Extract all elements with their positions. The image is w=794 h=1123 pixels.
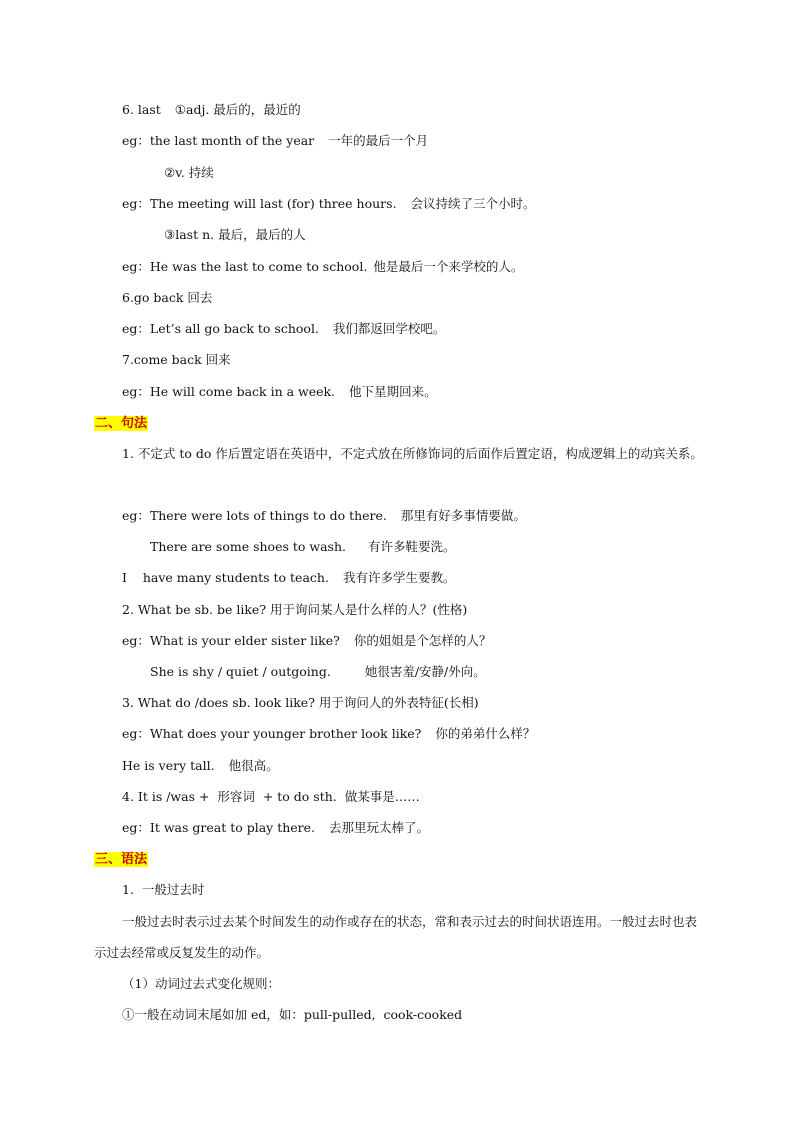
text: eg：He was the last to come to school. (122, 259, 368, 274)
line-simple-past (122, 880, 204, 900)
text: 会议持续了三个小时。 (410, 196, 536, 211)
text: eg：It was great to play there. (122, 820, 316, 835)
line-example-1 (122, 131, 428, 151)
text: 有许多鞋要洗。 (367, 539, 456, 554)
line-last-noun (164, 225, 306, 245)
text: ③last n. 最后，最后的人 (164, 227, 306, 242)
line-what-be-like (122, 600, 467, 620)
text: 1. 不定式 to do 作后置定语在英语中，不定式放在所修饰词的后面作后置定语，构成逻辑上的动宾关系。 (122, 446, 703, 461)
text: 4. It is /was + 形容词 + to do sth. 做某事是…… (122, 789, 420, 804)
text: 7.come back 回来 (122, 352, 231, 367)
text: eg：Let’s all go back to school. (122, 321, 319, 336)
text: 6. last (122, 102, 161, 117)
text: I have many students to teach. (122, 570, 329, 585)
line-example-2 (122, 194, 536, 214)
text: 你的弟弟什么样？ (435, 726, 536, 741)
line-go-back (122, 288, 212, 308)
line-rules-title (122, 974, 280, 994)
text: ①adj. 最后的，最近的 (174, 102, 301, 117)
text: eg：The meeting will last (for) three hours. (122, 196, 397, 211)
line-last-verb (164, 163, 214, 183)
line-example-9 (122, 631, 491, 651)
text: 她很害羞/安静/外向。 (364, 664, 486, 679)
line-example-6 (122, 506, 526, 526)
text: She is shy / quiet / outgoing. (150, 664, 331, 679)
line-example-5 (122, 382, 437, 402)
text: 去那里玩太棒了。 (329, 820, 430, 835)
text: 我有许多学生要教。 (342, 570, 456, 585)
text: 他是最后一个来学校的人。 (373, 259, 524, 274)
heading-text: 二、句法 (95, 416, 148, 431)
line-what-look-like (122, 693, 479, 713)
heading-text: 三、语法 (95, 852, 148, 867)
paragraph-simple-past (94, 906, 706, 968)
line-example-11 (122, 724, 535, 744)
line-last-adj (122, 100, 301, 120)
text: 你的姐姐是个怎样的人？ (353, 633, 492, 648)
text: 我们都返回学校吧。 (332, 321, 446, 336)
text: 他很高。 (228, 758, 279, 773)
text: eg：What does your younger brother look like? (122, 726, 422, 741)
text: He is very tall. (122, 758, 215, 773)
section-heading-grammar (94, 849, 148, 869)
line-example-7 (150, 537, 456, 557)
line-rule-1 (122, 1005, 462, 1025)
line-example-8 (122, 568, 455, 588)
text: eg：What is your elder sister like? (122, 633, 340, 648)
text: ①一般在动词末尾如加 ed，如：pull-pulled, cook-cooked (122, 1007, 463, 1022)
section-heading-syntax (94, 413, 148, 433)
paragraph-infinitive (94, 438, 706, 500)
text: 3. What do /does sb. look like? 用于询问人的外表特征(长相) (122, 695, 479, 710)
line-example-3 (122, 257, 523, 277)
text: 6.go back 回去 (122, 290, 213, 305)
line-example-4 (122, 319, 445, 339)
text: eg：the last month of the year (122, 133, 315, 148)
text: 一般过去时表示过去某个时间发生的动作或存在的状态，常和表示过去的时间状语连用。一般过去时也表示过去经常或反复发生的动作。 (94, 914, 698, 960)
line-example-13 (122, 818, 429, 838)
text: eg：There were lots of things to do there. (122, 508, 387, 523)
line-it-is-adj (122, 787, 420, 807)
text: 2. What be sb. be like? 用于询问某人是什么样的人？(性格) (122, 602, 468, 617)
text: ②v. 持续 (164, 165, 214, 180)
text: 他下星期回来。 (349, 384, 437, 399)
line-come-back (122, 350, 231, 370)
text: （1）动词过去式变化规则： (122, 976, 280, 991)
text: 1. 一般过去时 (122, 882, 205, 897)
text: eg：He will come back in a week. (122, 384, 336, 399)
text: There are some shoes to wash. (150, 539, 346, 554)
line-example-12 (122, 756, 279, 776)
text: 那里有好多事情要做。 (400, 508, 526, 523)
text: 一年的最后一个月 (328, 133, 429, 148)
line-example-10 (150, 662, 486, 682)
